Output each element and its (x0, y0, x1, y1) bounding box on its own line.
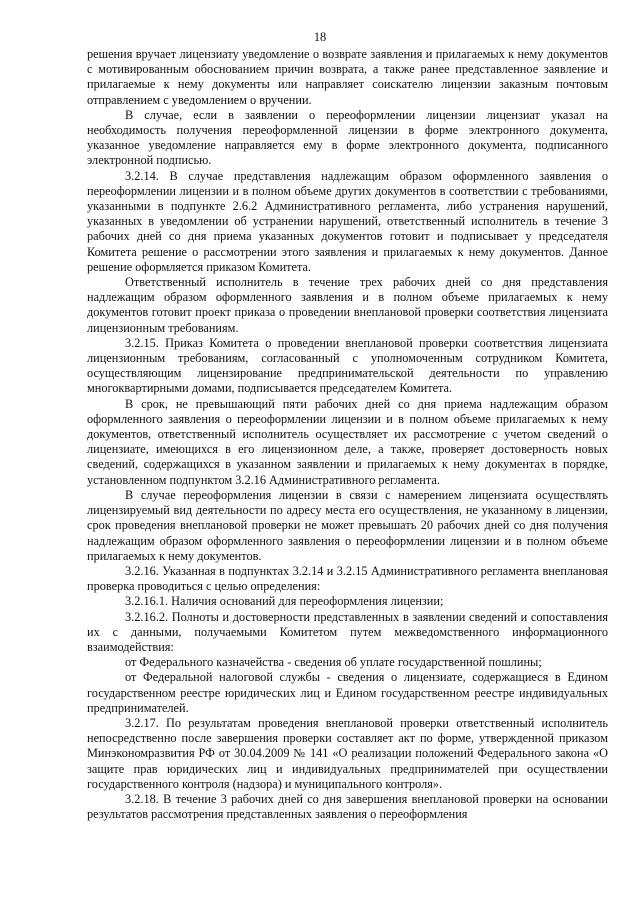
paragraph: 3.2.16. Указанная в подпунктах 3.2.14 и 3.2.15 Административного регламента внеплановая проверка проводиться с целью определения: (87, 563, 608, 594)
paragraph: решения вручает лицензиату уведомление о возврате заявления и прилагаемых к нему документов с мотивированным обоснованием причин возврата, а также ранее представленное заявление и прилагаемые к нему документы или направляет соискателю лицензии заказным почтовым отправлением с уведомлением о вручении. (87, 47, 608, 107)
paragraph: 3.2.15. Приказ Комитета о проведении внеплановой проверки соответствия лицензиата лицензионным требованиям, согласованный с уполномоченным сотрудником Комитета, осуществляющим лицензирование предпринимательской деятельности по управлению многоквартирными домами, подписывается председателем Комитета. (87, 335, 608, 396)
paragraph: 3.2.16.2. Полноты и достоверности представленных в заявлении сведений и сопоставления их с данными, получаемыми Комитетом путем межведомственного информационного взаимодействия: (87, 609, 608, 654)
paragraph: В срок, не превышающий пяти рабочих дней со дня приема надлежащим образом оформленного заявления о переоформлении лицензии и в полном объеме прилагаемых к нему документов, ответственный исполнитель осуществляет их рассмотрение с учетом сведений о лицензиате, имеющихся в его лицензионном деле, а также, проверяет достоверность новых сведений, содержащихся в указанном заявлении и прилагаемых к нему документах в порядке, установленном подпунктом 3.2.16 Административного регламента. (87, 396, 608, 487)
paragraph: 3.2.17. По результатам проведения внеплановой проверки ответственный исполнитель непосредственно после завершения проверки составляет акт по форме, утвержденной приказом Минэкономразвития РФ от 30.04.2009 № 141 «О реализации положений Федерального закона «О защите прав юридических лиц и индивидуальных предпринимателей при осуществлении государственного контроля (надзора) и муниципального контроля». (87, 715, 608, 791)
paragraph: Ответственный исполнитель в течение трех рабочих дней со дня представления надлежащим образом оформленного заявления и в полном объеме прилагаемых к нему документов готовит проект приказа о проведении внеплановой проверки соответствия лицензиата лицензионным требованиям. (87, 275, 608, 335)
page-number: 18 (313, 30, 327, 44)
document-body (87, 47, 608, 822)
paragraph: В случае переоформления лицензии в связи с намерением лицензиата осуществлять лицензируемый вид деятельности по адресу места его осуществления, не указанному в лицензии, срок проведения внеплановой проверки не может превышать 20 рабочих дней со дня получения надлежащим образом оформленного заявления о переоформлении лицензии и в полном объеме прилагаемых к нему документов. (87, 487, 608, 563)
paragraph: 3.2.14. В случае представления надлежащим образом оформленного заявления о переоформлении лицензии и в полном объеме других документов в соответствии с требованиями, указанными в подпункте 2.6.2 Административного регламента, либо устранения нарушений, указанных в уведомлении об устранении нарушений, ответственный исполнитель в течение 3 рабочих дней со дня приема указанных документов готовит и подписывает у председателя Комитета решение о рассмотрении этого заявления и прилагаемых к нему документов. Данное решение оформляется приказом Комитета. (87, 168, 608, 274)
paragraph: 3.2.16.1. Наличия оснований для переоформления лицензии; (125, 594, 444, 609)
paragraph: 3.2.18. В течение 3 рабочих дней со дня завершения внеплановой проверки на основании результатов рассмотрения представленных заявления о переоформления (87, 791, 608, 822)
paragraph: от Федерального казначейства - сведения об уплате государственной пошлины; (125, 655, 542, 670)
paragraph: от Федеральной налоговой службы - сведения о лицензиате, содержащиеся в Едином государственном реестре юридических лиц и Едином государственном реестре индивидуальных предпринимателей. (87, 670, 608, 715)
paragraph: В случае, если в заявлении о переоформлении лицензии лицензиат указал на необходимость получения переоформленной лицензии в форме электронного документа, указанное уведомление направляется ему в форме электронного документа, подписанного электронной подписью. (87, 107, 608, 168)
